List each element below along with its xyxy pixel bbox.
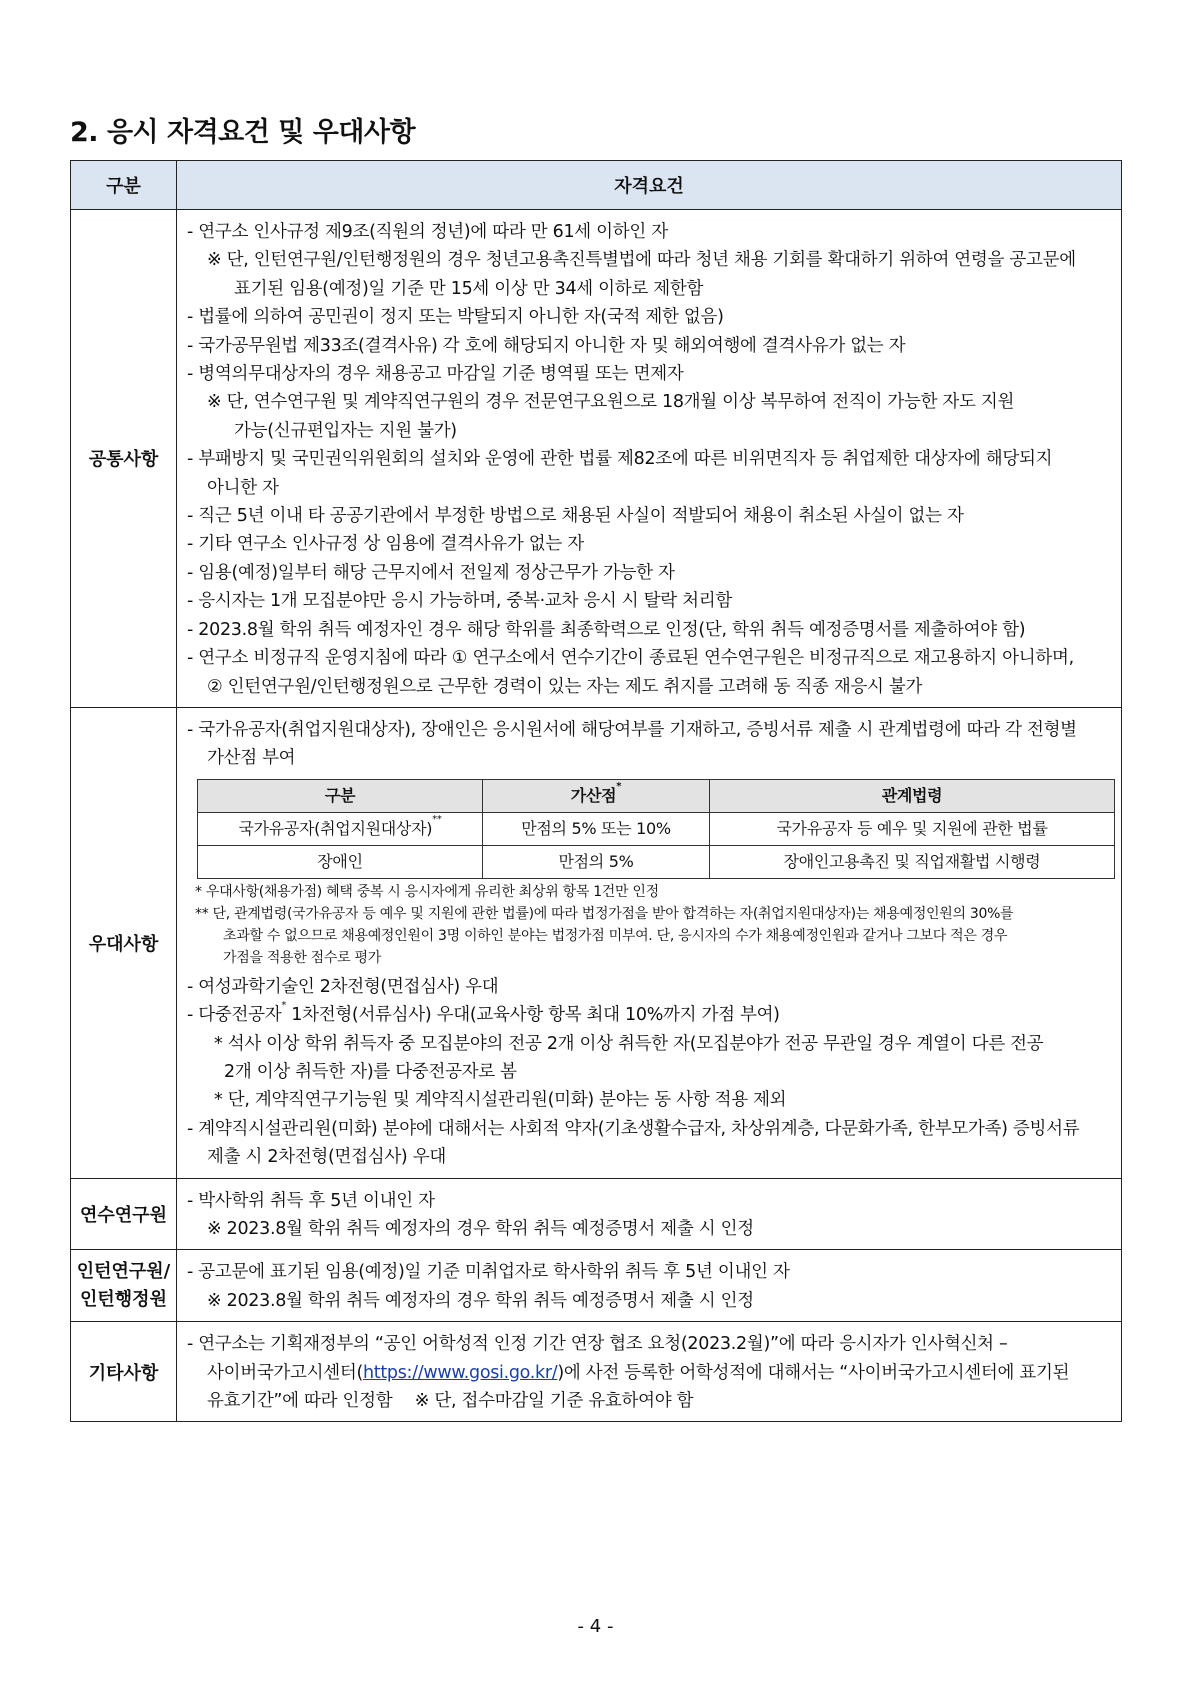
list-note: * 석사 이상 학위 취득자 중 모집분야의 전공 2개 이상 취득한 자(모집분야가 전공 무관일 경우 계열이 다른 전공 — [214, 1033, 1044, 1054]
category-other: 기타사항 — [71, 1322, 177, 1422]
list-note: ※ 2023.8월 학위 취득 예정자의 경우 학위 취득 예정증명서 제출 시 인정 — [207, 1218, 754, 1239]
footnote: ** 단, 관계법령(국가유공자 등 예우 및 지원에 관한 법률)에 따라 법정가점을 받아 합격하는 자(취업지원대상자)는 채용예정인원의 30%를 — [195, 905, 1014, 922]
page-number: - 4 - — [577, 1616, 614, 1637]
list-note: ② 인턴연구원/인턴행정원으로 근무한 경력이 있는 자는 제도 취지를 고려해 동 직종 재응시 불가 — [207, 676, 923, 697]
bonus-header-category: 구분 — [198, 779, 483, 812]
header-category: 구분 — [71, 161, 177, 210]
table-row-common — [71, 210, 1122, 708]
intern-requirements — [177, 1250, 1122, 1322]
table-header-row — [71, 161, 1122, 210]
list-item: - 연구소 인사규정 제9조(직원의 정년)에 따라 만 61세 이하인 자 — [187, 218, 1115, 246]
bonus-header-law: 관계법령 — [710, 779, 1115, 812]
list-note: 유효기간”에 따라 인정함 ※ 단, 접수마감일 기준 유효하여야 함 — [207, 1391, 694, 1411]
gosi-link[interactable]: https://www.gosi.go.kr/ — [362, 1362, 558, 1383]
footnote: * 우대사항(채용가점) 혜택 중복 시 응시자에게 유리한 최상위 항목 1건만 인정 — [195, 883, 659, 900]
list-item: - 직근 5년 이내 타 공공기관에서 부정한 방법으로 채용된 사실이 적발되어 채용이 취소된 사실이 없는 자 — [187, 502, 1115, 530]
list-item: - 연구소는 기획재정부의 “공인 어학성적 인정 기간 연장 협조 요청(2023.2월)”에 따라 응시자가 인사혁신처 – — [187, 1330, 1115, 1358]
footnote: 가점을 적용한 점수로 평가 — [223, 949, 381, 966]
bonus-header-points: 가산점* — [483, 779, 710, 812]
list-note: 제출 시 2차전형(면접심사) 우대 — [207, 1147, 446, 1168]
list-item: - 여성과학기술인 2차전형(면접심사) 우대 — [187, 973, 1115, 1001]
list-item: - 2023.8월 학위 취득 예정자인 경우 해당 학위를 최종학력으로 인정(단, 학위 취득 예정증명서를 제출하여야 함) — [187, 616, 1115, 644]
bonus-points: 만점의 5% — [483, 845, 710, 878]
list-item: - 법률에 의하여 공민권이 정지 또는 박탈되지 아니한 자(국적 제한 없음) — [187, 303, 1115, 331]
list-item: - 부패방지 및 국민권익위원회의 설치와 운영에 관한 법률 제82조에 따른 비위면직자 등 취업제한 대상자에 해당되지 — [187, 445, 1115, 473]
list-note: 아니한 자 — [207, 477, 279, 498]
list-item: - 국가유공자(취업지원대상자), 장애인은 응시원서에 해당여부를 기재하고, 증빙서류 제출 시 관계법령에 따라 각 전형별 — [187, 716, 1115, 744]
list-note: ※ 2023.8월 학위 취득 예정자의 경우 학위 취득 예정증명서 제출 시 인정 — [207, 1290, 754, 1311]
bonus-table-header — [198, 779, 1115, 812]
preference-requirements — [177, 707, 1122, 1178]
bonus-category: 장애인 — [198, 845, 483, 878]
list-note: * 단, 계약직연구기능원 및 계약직시설관리원(미화) 분야는 동 사항 적용 제외 — [214, 1090, 787, 1111]
other-requirements — [177, 1322, 1122, 1422]
list-note: ※ 단, 인턴연구원/인턴행정원의 경우 청년고용촉진특별법에 따라 청년 채용 기회를 확대하기 위하여 연령을 공고문에 — [207, 250, 1076, 271]
footnote: 초과할 수 없으므로 채용예정인원이 3명 이하인 분야는 법정가점 미부여. 단, 응시자의 수가 채용예정인원과 같거나 그보다 적은 경우 — [223, 927, 1008, 944]
table-row — [198, 812, 1115, 845]
section-title: 2. 응시 자격요건 및 우대사항 — [70, 117, 416, 148]
list-item: - 계약직시설관리원(미화) 분야에 대해서는 사회적 약자(기초생활수급자, 차상위계층, 다문화가족, 한부모가족) 증빙서류 — [187, 1115, 1115, 1143]
header-requirements: 자격요건 — [177, 161, 1122, 210]
qualification-table — [70, 160, 1122, 1422]
list-note: 가능(신규편입자는 지원 불가) — [234, 420, 457, 441]
table-row — [198, 845, 1115, 878]
list-note: 표기된 임용(예정)일 기준 만 15세 이상 만 34세 이하로 제한함 — [234, 278, 704, 299]
list-item: - 임용(예정)일부터 해당 근무지에서 전일제 정상근무가 가능한 자 — [187, 559, 1115, 587]
category-preference: 우대사항 — [71, 707, 177, 1178]
list-item: - 응시자는 1개 모집분야만 응시 가능하며, 중복·교차 응시 시 탈락 처리함 — [187, 587, 1115, 615]
common-requirements — [177, 210, 1122, 708]
list-note: 2개 이상 취득한 자)를 다중전공자로 봄 — [224, 1061, 517, 1082]
category-common: 공통사항 — [71, 210, 177, 708]
table-row-trainee — [71, 1178, 1122, 1250]
list-note: 가산점 부여 — [207, 748, 296, 769]
bonus-points-table — [197, 779, 1115, 879]
bonus-category: 국가유공자(취업지원대상자)** — [198, 812, 483, 845]
bonus-footnotes — [187, 881, 1115, 969]
list-item: - 병역의무대상자의 경우 채용공고 마감일 기준 병역필 또는 면제자 — [187, 360, 1115, 388]
list-note: ※ 단, 연수연구원 및 계약직연구원의 경우 전문연구요원으로 18개월 이상 복무하여 전직이 가능한 자도 지원 — [207, 392, 1015, 413]
category-intern: 인턴연구원/ 인턴행정원 — [71, 1250, 177, 1322]
list-item: - 공고문에 표기된 임용(예정)일 기준 미취업자로 학사학위 취득 후 5년 이내인 자 — [187, 1258, 1115, 1286]
category-trainee: 연수연구원 — [71, 1178, 177, 1250]
list-item: - 박사학위 취득 후 5년 이내인 자 — [187, 1187, 1115, 1215]
bonus-points: 만점의 5% 또는 10% — [483, 812, 710, 845]
trainee-requirements — [177, 1178, 1122, 1250]
bonus-law: 국가유공자 등 예우 및 지원에 관한 법률 — [710, 812, 1115, 845]
table-row-other — [71, 1322, 1122, 1422]
bonus-law: 장애인고용촉진 및 직업재활법 시행령 — [710, 845, 1115, 878]
table-row-preference — [71, 707, 1122, 1178]
list-item: - 다중전공자* 1차전형(서류심사) 우대(교육사항 항목 최대 10%까지 가점 부여) — [187, 1001, 1115, 1029]
list-item: - 국가공무원법 제33조(결격사유) 각 호에 해당되지 아니한 자 및 해외여행에 결격사유가 없는 자 — [187, 332, 1115, 360]
list-item: - 기타 연구소 인사규정 상 임용에 결격사유가 없는 자 — [187, 530, 1115, 558]
list-note: 사이버국가고시센터(https://www.gosi.go.kr/)에 사전 등록한 어학성적에 대해서는 “사이버국가고시센터에 표기된 — [207, 1362, 1070, 1383]
list-item: - 연구소 비정규직 운영지침에 따라 ① 연구소에서 연수기간이 종료된 연수연구원은 비정규직으로 재고용하지 아니하며, — [187, 644, 1115, 672]
table-row-intern — [71, 1250, 1122, 1322]
